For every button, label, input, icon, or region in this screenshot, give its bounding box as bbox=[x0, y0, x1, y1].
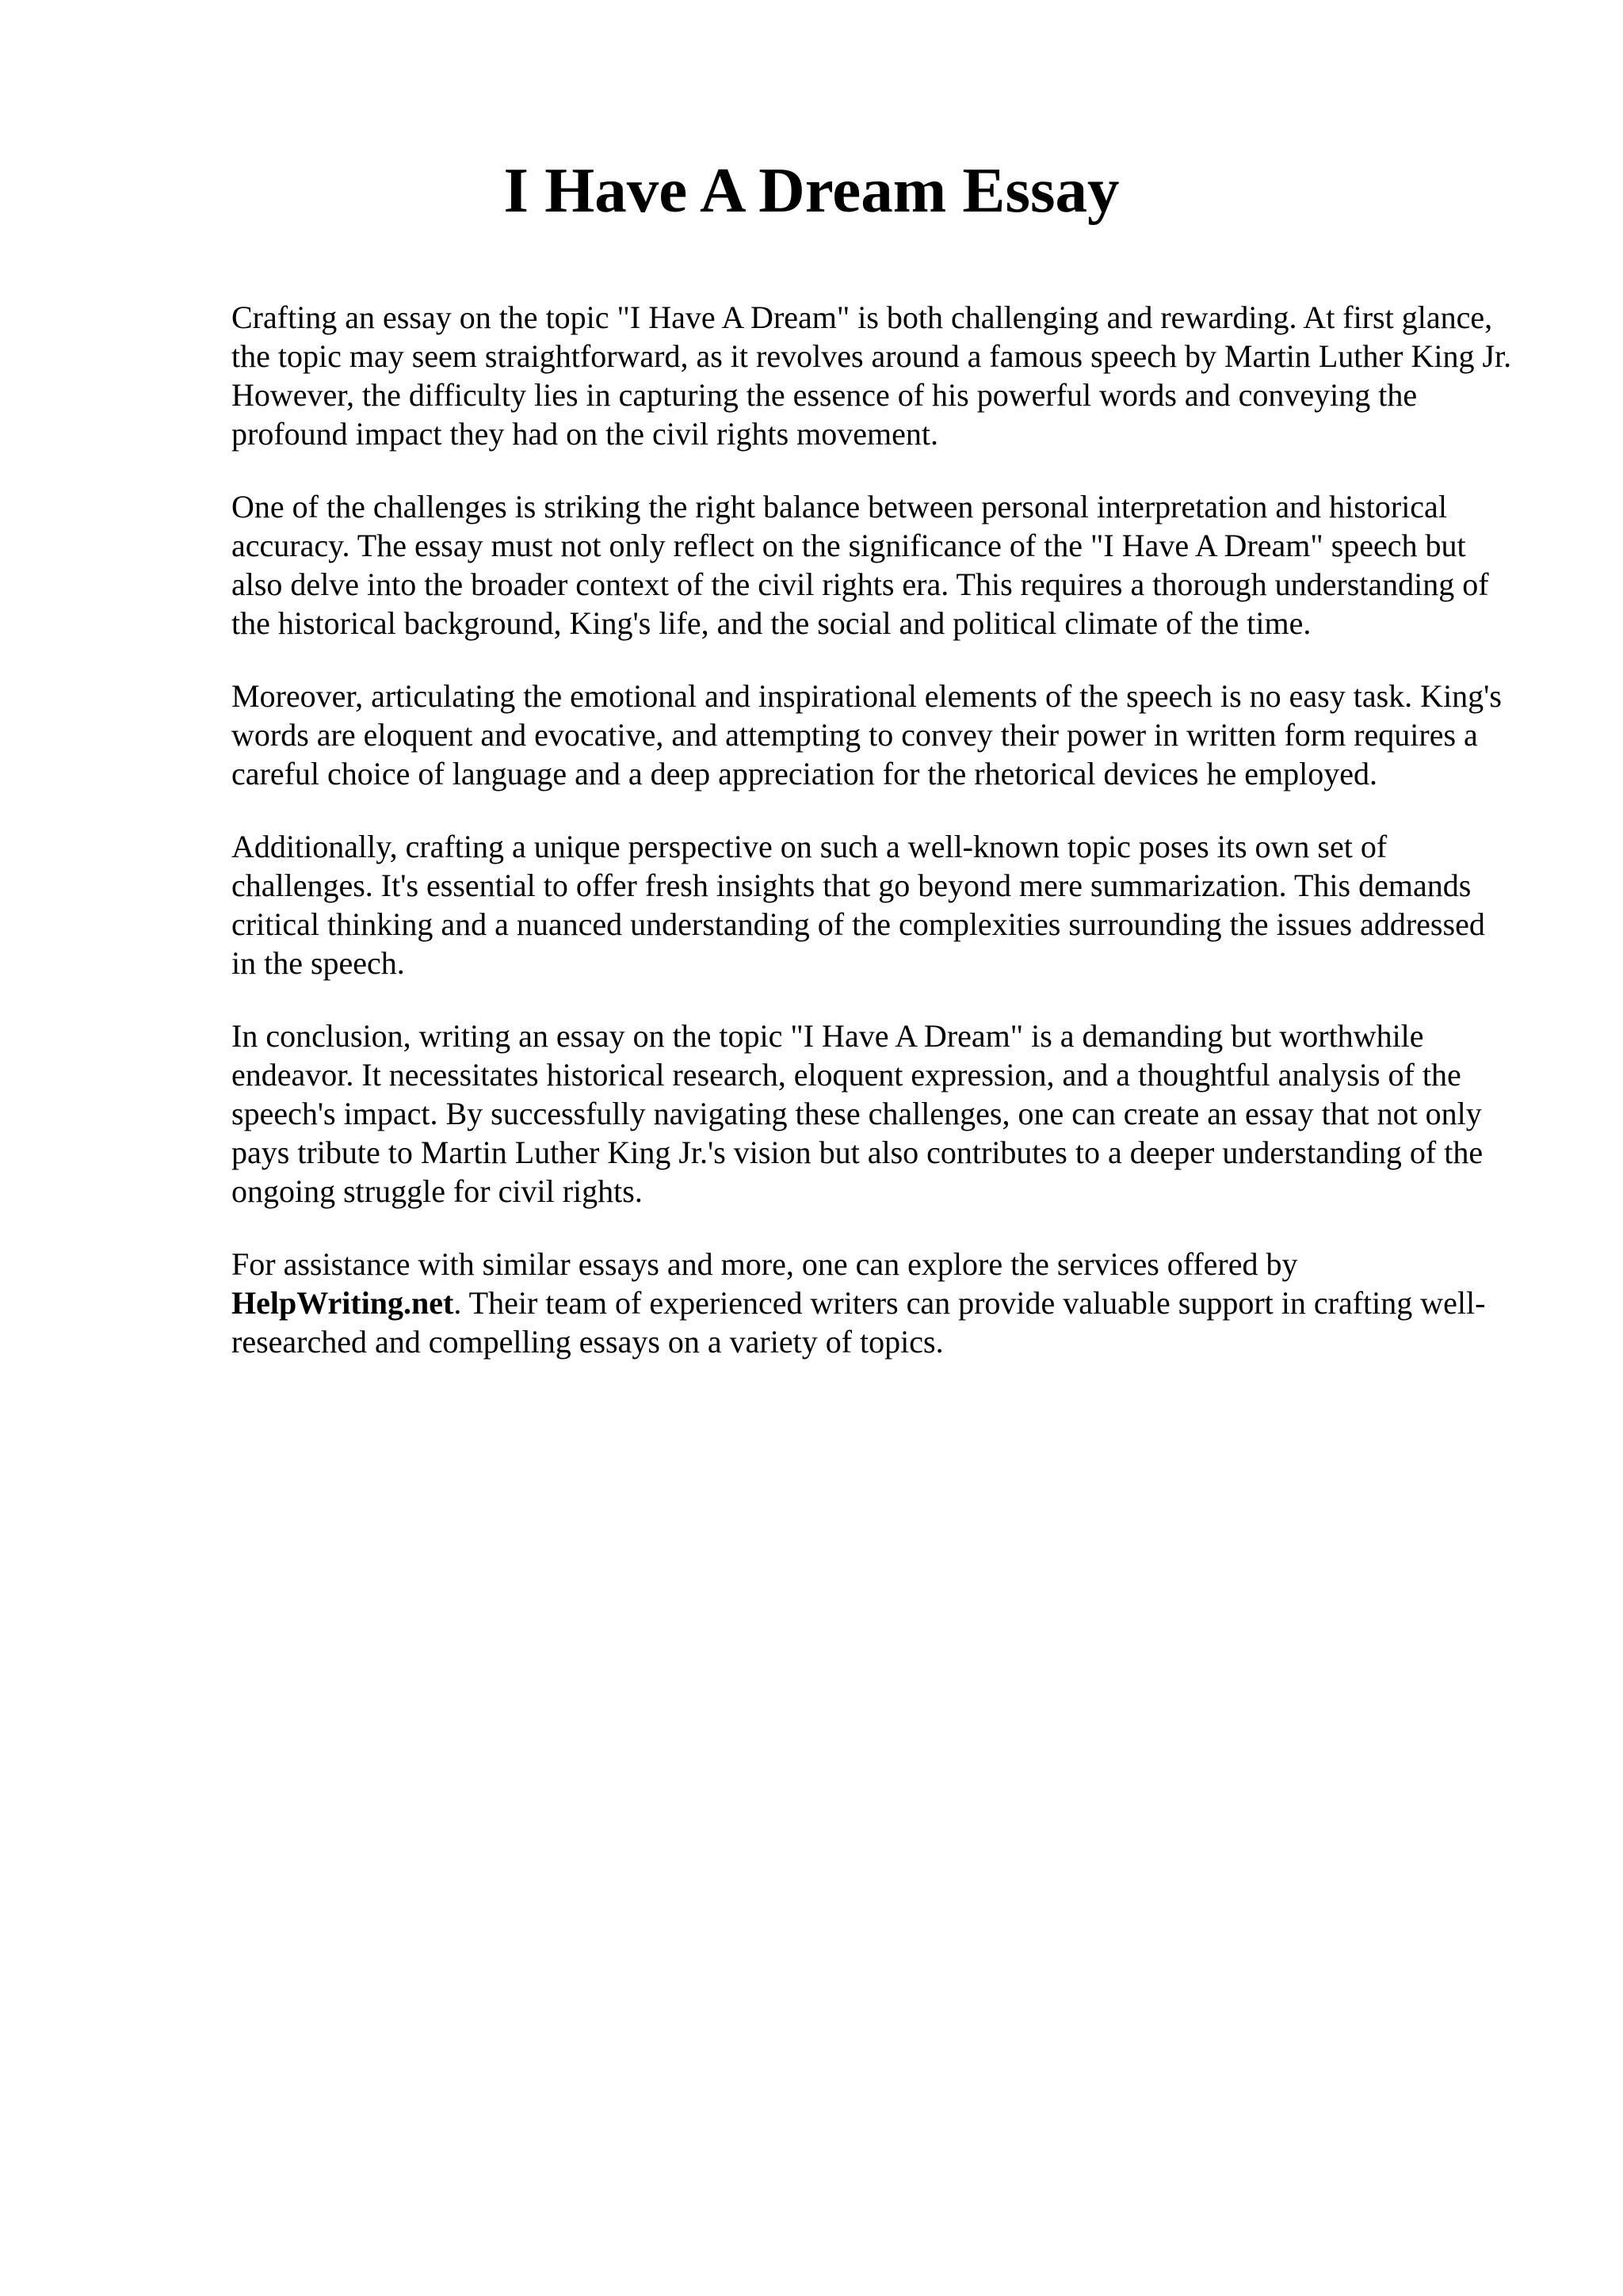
paragraph-conclusion: In conclusion, writing an essay on the topic "I Have A Dream" is a demanding but worthwhile endeavor. It necessitates historical research, eloquent expression, and a thoughtful analysis of the speech's impact. By successfully navigating these challenges, one can create an essay that not only pays tribute to Martin Luther King Jr.'s vision but also contributes to a deeper understanding of the ongoing struggle for civil rights. bbox=[231, 1018, 1484, 1209]
closing-text-before: For assistance with similar essays and more, one can explore the services offered by bbox=[231, 1246, 1298, 1282]
paragraph-unique-perspective: Additionally, crafting a unique perspective on such a well-known topic poses its own set of challenges. It's essential to offer fresh insights that go beyond mere summarization. This demands critical thinking and a nuanced understanding of the complexities surrounding the issues addressed in the speech. bbox=[231, 829, 1485, 981]
paragraph-challenges: One of the challenges is striking the right balance between personal interpretation and historical accuracy. The essay must not only reflect on the significance of the "I Have A Dream" speech but also delve into the broader context of the civil rights era. This requires a thorough understanding of the historical background, King's life, and the social and political climate of the time. bbox=[231, 489, 1489, 641]
paragraph-intro: Crafting an essay on the topic "I Have A Dream" is both challenging and rewarding. At first glance, the topic may seem straightforward, as it revolves around a famous speech by Martin Luther King Jr. However, the difficulty lies in capturing the essence of his powerful words and conveying the profound impact they had on the civil rights movement. bbox=[231, 299, 1512, 452]
paragraph-emotional-elements: Moreover, articulating the emotional and inspirational elements of the speech is no easy task. King's words are eloquent and evocative, and attempting to convey their power in written form requires a careful choice of language and a deep appreciation for the rhetorical devices he employed. bbox=[231, 678, 1502, 791]
paragraph-closing bbox=[231, 1245, 1515, 1361]
essay-body bbox=[231, 298, 1515, 1395]
closing-text-after: . Their team of experienced writers can provide valuable support in crafting well-researched and compelling essays on a variety of topics. bbox=[231, 1285, 1486, 1360]
brand-name: HelpWriting.net bbox=[231, 1285, 454, 1321]
page-title: I Have A Dream Essay bbox=[503, 154, 1120, 226]
